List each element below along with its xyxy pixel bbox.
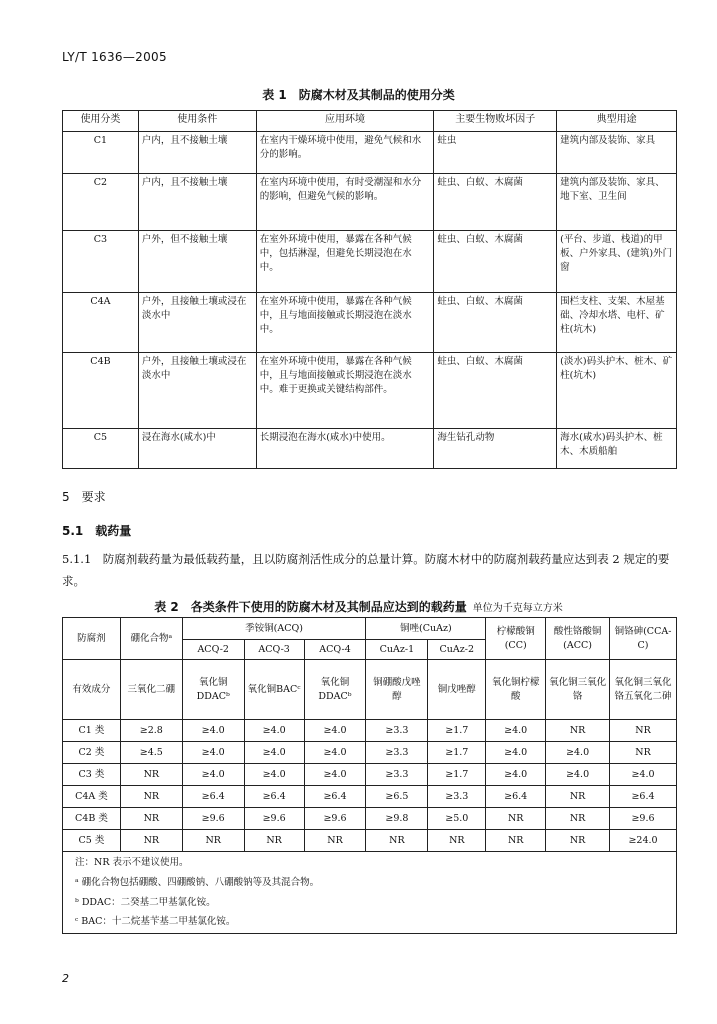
retention-cell: ≥6.4 bbox=[610, 786, 677, 808]
table1-caption: 表 1 防腐木材及其制品的使用分类 bbox=[262, 88, 455, 102]
retention-cell: NR bbox=[610, 742, 677, 764]
retention-cell: NR bbox=[120, 830, 182, 852]
application-environment: 长期浸泡在海水(咸水)中使用。 bbox=[256, 429, 434, 469]
active-ingredient: 氧化铜DDACᵇ bbox=[304, 660, 366, 720]
retention-cell: ≥3.3 bbox=[428, 786, 486, 808]
table2-row bbox=[63, 720, 677, 742]
biological-factor: 蛀虫 bbox=[434, 132, 557, 174]
retention-cell: ≥4.0 bbox=[244, 720, 304, 742]
usage-condition: 户外，且接触土壤或浸在淡水中 bbox=[138, 293, 256, 353]
retention-cell: ≥4.0 bbox=[304, 764, 366, 786]
typical-use: (平台、步道、栈道)的甲板、户外家具、(建筑)外门窗 bbox=[557, 231, 677, 293]
formulation-header: CuAz-2 bbox=[428, 640, 486, 660]
usage-class: C4A bbox=[63, 293, 139, 353]
class-cell: C5 类 bbox=[63, 830, 121, 852]
biological-factor: 蛀虫、白蚁、木腐菌 bbox=[434, 174, 557, 231]
active-ingredient-header: 有效成分 bbox=[63, 660, 121, 720]
retention-cell: NR bbox=[304, 830, 366, 852]
retention-cell: ≥3.3 bbox=[366, 764, 428, 786]
retention-cell: NR bbox=[546, 808, 610, 830]
acq-header: 季铵铜(ACQ) bbox=[182, 618, 366, 640]
retention-cell: ≥6.4 bbox=[304, 786, 366, 808]
retention-cell: ≥2.8 bbox=[120, 720, 182, 742]
retention-cell: ≥3.3 bbox=[366, 742, 428, 764]
retention-cell: ≥9.6 bbox=[182, 808, 244, 830]
usage-class: C3 bbox=[63, 231, 139, 293]
retention-cell: NR bbox=[546, 720, 610, 742]
active-ingredient: 氧化铜三氧化铬 bbox=[546, 660, 610, 720]
retention-cell: ≥4.0 bbox=[486, 742, 546, 764]
retention-cell: NR bbox=[182, 830, 244, 852]
active-ingredient: 铜戊唑醇 bbox=[428, 660, 486, 720]
usage-condition: 浸在海水(咸水)中 bbox=[138, 429, 256, 469]
typical-use: (淡水)码头护木、桩木、矿柱(坑木) bbox=[557, 353, 677, 429]
retention-cell: ≥1.7 bbox=[428, 720, 486, 742]
retention-cell: ≥4.0 bbox=[304, 720, 366, 742]
table1-row bbox=[63, 174, 677, 231]
table1-header-row bbox=[63, 111, 677, 132]
usage-class: C2 bbox=[63, 174, 139, 231]
formulation-header: ACQ-2 bbox=[182, 640, 244, 660]
retention-cell: ≥4.0 bbox=[486, 720, 546, 742]
retention-cell: ≥1.7 bbox=[428, 742, 486, 764]
table1-row bbox=[63, 353, 677, 429]
retention-cell: ≥9.8 bbox=[366, 808, 428, 830]
formulation-header: ACQ-4 bbox=[304, 640, 366, 660]
formulation-header: ACQ-3 bbox=[244, 640, 304, 660]
retention-cell: ≥3.3 bbox=[366, 720, 428, 742]
usage-condition: 户外，但不接触土壤 bbox=[138, 231, 256, 293]
table1-usage-classes bbox=[62, 110, 677, 469]
active-ingredient: 氧化铜DDACᵇ bbox=[182, 660, 244, 720]
application-environment: 在室外环境中使用，暴露在各种气候中，包括淋湿，但避免长期浸泡在水中。 bbox=[256, 231, 434, 293]
footnote-c: ᶜ BAC：十二烷基苄基二甲基氯化铵。 bbox=[75, 916, 236, 928]
table2-row bbox=[63, 786, 677, 808]
retention-cell: ≥4.0 bbox=[244, 764, 304, 786]
table1-col-header: 使用分类 bbox=[63, 111, 139, 132]
table1-row bbox=[63, 132, 677, 174]
retention-cell: NR bbox=[120, 786, 182, 808]
retention-cell: ≥6.5 bbox=[366, 786, 428, 808]
retention-cell: NR bbox=[546, 786, 610, 808]
table1-row bbox=[63, 429, 677, 469]
table2-unit: 单位为千克每立方米 bbox=[472, 603, 563, 614]
table1-col-header: 应用环境 bbox=[256, 111, 434, 132]
typical-use: 海水(咸水)码头护木、桩木、木质船舶 bbox=[557, 429, 677, 469]
table1-col-header: 典型用途 bbox=[557, 111, 677, 132]
class-cell: C3 类 bbox=[63, 764, 121, 786]
cuaz-header: 铜唑(CuAz) bbox=[366, 618, 486, 640]
class-cell: C2 类 bbox=[63, 742, 121, 764]
page-number: 2 bbox=[62, 972, 69, 985]
biological-factor: 蛀虫、白蚁、木腐菌 bbox=[434, 231, 557, 293]
usage-class: C5 bbox=[63, 429, 139, 469]
retention-cell: ≥4.0 bbox=[182, 764, 244, 786]
table1-col-header: 使用条件 bbox=[138, 111, 256, 132]
table1-row bbox=[63, 293, 677, 353]
retention-cell: ≥4.0 bbox=[304, 742, 366, 764]
usage-condition: 户外，且接触土壤或浸在淡水中 bbox=[138, 353, 256, 429]
retention-cell: NR bbox=[120, 764, 182, 786]
section-5-heading: 5 要求 bbox=[62, 490, 106, 504]
retention-cell: ≥6.4 bbox=[182, 786, 244, 808]
table1-row bbox=[63, 231, 677, 293]
application-environment: 在室外环境中使用，暴露在各种气候中，且与地面接触或长期浸泡在淡水中。难于更换或关键结构部件。 bbox=[256, 353, 434, 429]
table2-notes-row bbox=[63, 852, 677, 934]
clause-5-1-1: 5.1.1 防腐剂载药量为最低载药量，且以防腐剂活性成分的总量计算。防腐木材中的防腐剂载药量应达到表 2 规定的要求。 bbox=[62, 552, 670, 588]
typical-use: 建筑内部及装饰、家具 bbox=[557, 132, 677, 174]
section-5-1-heading: 5.1 载药量 bbox=[62, 524, 132, 538]
table2-row bbox=[63, 742, 677, 764]
retention-cell: ≥4.0 bbox=[182, 742, 244, 764]
footnote-b: ᵇ DDAC：二癸基二甲基氯化铵。 bbox=[75, 896, 216, 908]
retention-cell: NR bbox=[244, 830, 304, 852]
retention-cell: ≥24.0 bbox=[610, 830, 677, 852]
retention-cell: ≥4.0 bbox=[486, 764, 546, 786]
boron-header: 硼化合物ᵃ bbox=[120, 618, 182, 660]
retention-cell: NR bbox=[486, 830, 546, 852]
retention-cell: ≥4.0 bbox=[182, 720, 244, 742]
retention-cell: ≥9.6 bbox=[304, 808, 366, 830]
retention-cell: ≥9.6 bbox=[610, 808, 677, 830]
cc-header: 柠檬酸铜(CC) bbox=[486, 618, 546, 660]
usage-condition: 户内，且不接触土壤 bbox=[138, 174, 256, 231]
retention-cell: ≥4.0 bbox=[610, 764, 677, 786]
retention-cell: ≥9.6 bbox=[244, 808, 304, 830]
retention-cell: ≥4.0 bbox=[546, 764, 610, 786]
table2-retention bbox=[62, 617, 677, 934]
retention-cell: ≥4.5 bbox=[120, 742, 182, 764]
active-ingredient: 氧化铜柠檬酸 bbox=[486, 660, 546, 720]
retention-cell: ≥5.0 bbox=[428, 808, 486, 830]
table2-notes bbox=[63, 852, 677, 934]
retention-cell: NR bbox=[546, 830, 610, 852]
biological-factor: 海生钻孔动物 bbox=[434, 429, 557, 469]
retention-cell: ≥1.7 bbox=[428, 764, 486, 786]
retention-cell: NR bbox=[486, 808, 546, 830]
active-ingredient: 氧化铜三氧化铬五氧化二砷 bbox=[610, 660, 677, 720]
cca-header: 铜铬砷(CCA-C) bbox=[610, 618, 677, 660]
usage-condition: 户内，且不接触土壤 bbox=[138, 132, 256, 174]
retention-cell: NR bbox=[610, 720, 677, 742]
usage-class: C4B bbox=[63, 353, 139, 429]
retention-cell: ≥6.4 bbox=[244, 786, 304, 808]
table2-row bbox=[63, 808, 677, 830]
active-ingredient: 三氧化二硼 bbox=[120, 660, 182, 720]
retention-cell: NR bbox=[120, 808, 182, 830]
class-cell: C1 类 bbox=[63, 720, 121, 742]
standard-code-header: LY/T 1636—2005 bbox=[62, 50, 167, 64]
retention-cell: NR bbox=[366, 830, 428, 852]
table2-active-row bbox=[63, 660, 677, 720]
typical-use: 围栏支柱、支架、木屋基础、冷却水塔、电杆、矿柱(坑木) bbox=[557, 293, 677, 353]
active-ingredient: 铜硼酸戊唑醇 bbox=[366, 660, 428, 720]
active-ingredient: 氧化铜BACᶜ bbox=[244, 660, 304, 720]
note-nr: 注：NR 表示不建议使用。 bbox=[75, 857, 189, 868]
class-cell: C4B 类 bbox=[63, 808, 121, 830]
usage-class: C1 bbox=[63, 132, 139, 174]
table2-caption-line bbox=[0, 598, 717, 615]
application-environment: 在室内环境中使用，有时受潮湿和水分的影响，但避免气候的影响。 bbox=[256, 174, 434, 231]
application-environment: 在室外环境中使用，暴露在各种气候中，且与地面接触或长期浸泡在淡水中。 bbox=[256, 293, 434, 353]
table2-row bbox=[63, 764, 677, 786]
table2-row bbox=[63, 830, 677, 852]
table2-header-row bbox=[63, 618, 677, 640]
retention-cell: NR bbox=[428, 830, 486, 852]
table1-col-header: 主要生物败坏因子 bbox=[434, 111, 557, 132]
class-cell: C4A 类 bbox=[63, 786, 121, 808]
application-environment: 在室内干燥环境中使用，避免气候和水分的影响。 bbox=[256, 132, 434, 174]
table2-caption: 表 2 各类条件下使用的防腐木材及其制品应达到的载药量 bbox=[154, 600, 467, 614]
formulation-header: CuAz-1 bbox=[366, 640, 428, 660]
typical-use: 建筑内部及装饰、家具、地下室、卫生间 bbox=[557, 174, 677, 231]
retention-cell: ≥6.4 bbox=[486, 786, 546, 808]
footnote-a: ᵃ 硼化合物包括硼酸、四硼酸钠、八硼酸钠等及其混合物。 bbox=[75, 876, 320, 888]
acc-header: 酸性铬酸铜(ACC) bbox=[546, 618, 610, 660]
preservative-header: 防腐剂 bbox=[63, 618, 121, 660]
biological-factor: 蛀虫、白蚁、木腐菌 bbox=[434, 293, 557, 353]
biological-factor: 蛀虫、白蚁、木腐菌 bbox=[434, 353, 557, 429]
retention-cell: ≥4.0 bbox=[546, 742, 610, 764]
retention-cell: ≥4.0 bbox=[244, 742, 304, 764]
